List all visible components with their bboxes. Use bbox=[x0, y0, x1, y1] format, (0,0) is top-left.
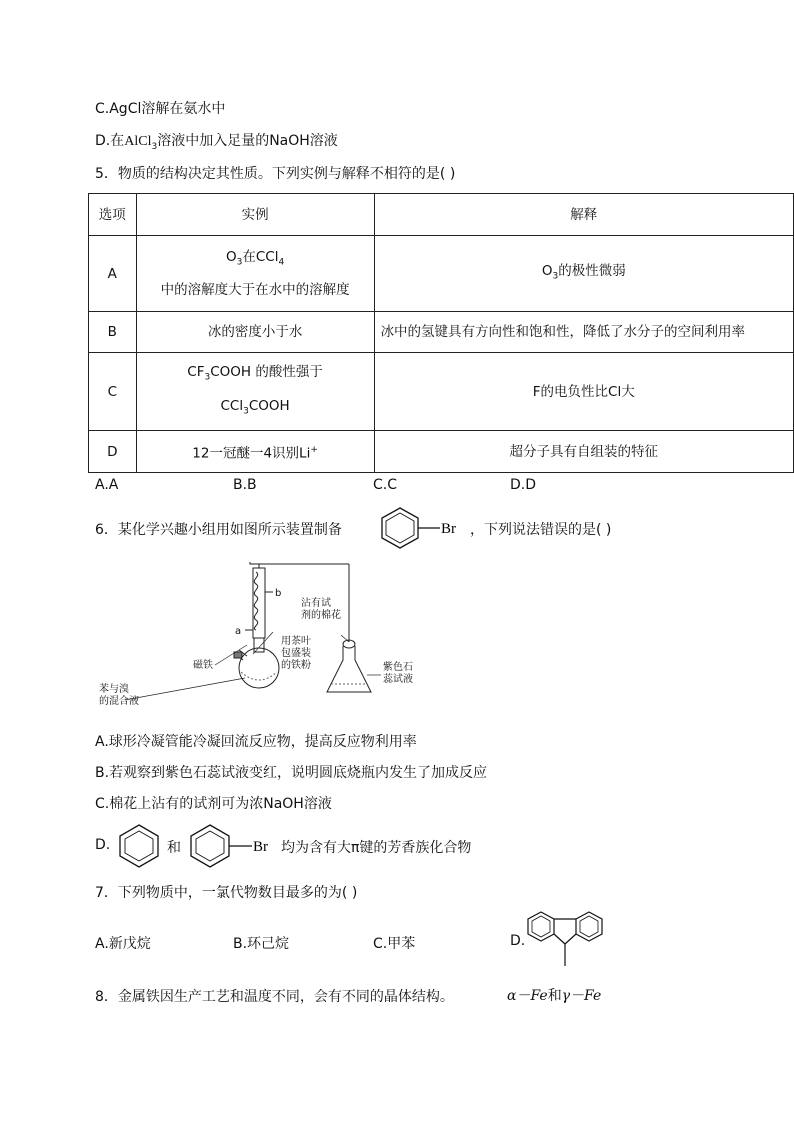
q5-row-d-explanation: 超分子具有自组装的特征 bbox=[374, 431, 793, 473]
q8-alpha-fe: α－Fe bbox=[507, 988, 548, 1004]
q8-gamma-fe: γ－Fe bbox=[561, 988, 602, 1004]
q5-row-d-example bbox=[136, 431, 374, 473]
q5-a-expl-text: 的极性微弱 bbox=[558, 262, 626, 279]
label-tea-3: 的铁粉 bbox=[281, 660, 311, 671]
q5-row-a-example bbox=[136, 236, 374, 312]
label-litmus-1: 紫色石 bbox=[383, 662, 413, 673]
label-mix-2: 的混合液 bbox=[99, 696, 139, 707]
q5-a-ccl4: CCl bbox=[255, 248, 279, 265]
q5-c-ccl3-sub: 3 bbox=[243, 406, 249, 417]
q5-row-d bbox=[89, 431, 794, 473]
q7-stem: 7．下列物质中，一氯代物数目最多的为( ) bbox=[95, 885, 358, 901]
q5-header-example: 实例 bbox=[136, 194, 374, 236]
methylfluorene-structure-icon bbox=[527, 908, 605, 970]
q5-row-c-explanation: F的电负性比Cl大 bbox=[374, 353, 793, 431]
q5-row-a-explanation bbox=[374, 236, 793, 312]
prev-option-d-text-c: 溶液中加入足量的NaOH溶液 bbox=[157, 133, 338, 149]
q5-a-example-line2: 中的溶解度大于在水中的溶解度 bbox=[160, 282, 350, 299]
q5-c-cooh: COOH bbox=[248, 397, 290, 414]
q6-stem-a: 6．某化学兴趣小组用如图所示装置制备 bbox=[95, 522, 342, 538]
q5-a-expl-sub: 3 bbox=[552, 271, 559, 282]
q5-d-li: Li bbox=[299, 445, 311, 462]
q6-stem-br: Br bbox=[441, 521, 456, 537]
q7-choice-b: B.环己烷 bbox=[233, 936, 290, 952]
q5-c-example-line1: COOH 的酸性强于 bbox=[210, 363, 323, 380]
label-b: b bbox=[275, 588, 282, 599]
label-a: a bbox=[235, 626, 242, 637]
q5-a-zai: 在 bbox=[242, 248, 256, 265]
magnet-block bbox=[234, 652, 242, 658]
prev-option-d bbox=[95, 130, 338, 152]
q6-option-d-suffix: 均为含有大π键的芳香族化合物 bbox=[281, 840, 472, 856]
q5-choice-b: B.B bbox=[233, 477, 257, 493]
conical-flask bbox=[327, 646, 371, 692]
q5-choice-d: D.D bbox=[510, 477, 537, 493]
bromobenzene-option-icon bbox=[186, 823, 278, 869]
label-litmus-2: 蕊试液 bbox=[383, 674, 413, 685]
q5-choice-a: A.A bbox=[95, 477, 119, 493]
label-cotton-2: 剂的棉花 bbox=[301, 610, 341, 621]
prev-option-d-sub: 3 bbox=[151, 141, 158, 152]
q5-header-explanation: 解释 bbox=[374, 194, 793, 236]
label-magnet: 磁铁 bbox=[193, 660, 213, 671]
q6-stem-b: ，下列说法错误的是( ) bbox=[470, 522, 612, 538]
q5-choice-c: C.C bbox=[373, 477, 398, 493]
q5-a-o3-sub: 3 bbox=[236, 257, 243, 268]
q8-iron-phases bbox=[507, 985, 601, 1005]
q6-option-a: A.球形冷凝管能冷凝回流反应物，提高反应物利用率 bbox=[95, 734, 417, 750]
benzene-structure-icon bbox=[115, 823, 163, 869]
prev-option-c: C.AgCl溶解在氨水中 bbox=[95, 101, 226, 117]
q5-row-a-option: A bbox=[89, 236, 137, 312]
q6-option-d-and: 和 bbox=[167, 840, 181, 856]
q7-choice-a: A.新戊烷 bbox=[95, 936, 151, 952]
q5-c-cf3: CF bbox=[187, 363, 205, 380]
q5-c-ccl3: CCl bbox=[220, 397, 244, 414]
apparatus-figure bbox=[95, 560, 413, 720]
q6-option-c: C.棉花上沾有的试剂可为浓NaOH溶液 bbox=[95, 796, 332, 812]
q5-d-li-sup: + bbox=[310, 444, 318, 455]
q5-table-header bbox=[89, 194, 794, 236]
q5-row-c-option: C bbox=[89, 353, 137, 431]
q5-c-cf3-sub: 3 bbox=[204, 372, 211, 383]
q5-row-d-option: D bbox=[89, 431, 137, 473]
q5-row-b-example: 冰的密度小于水 bbox=[136, 312, 374, 353]
q5-stem: 5．物质的结构决定其性质。下列实例与解释不相符的是( ) bbox=[95, 166, 456, 182]
q5-row-a bbox=[89, 236, 794, 312]
q5-header-option: 选项 bbox=[89, 194, 137, 236]
q5-a-o3: O bbox=[225, 248, 237, 265]
prev-option-d-text-a: D.在 bbox=[95, 133, 125, 149]
condenser-coil bbox=[254, 572, 257, 630]
label-mix-1: 苯与溴 bbox=[99, 684, 129, 695]
q5-row-b-option: B bbox=[89, 312, 137, 353]
q5-a-ccl4-sub: 4 bbox=[278, 257, 285, 268]
q7-choice-c: C.甲苯 bbox=[373, 936, 416, 952]
label-tea-1: 用茶叶 bbox=[281, 636, 311, 647]
q8-and: 和 bbox=[547, 988, 562, 1004]
q5-a-expl-o: O bbox=[541, 262, 553, 279]
prev-option-d-formula: AlCl bbox=[124, 134, 152, 149]
bromobenzene-structure-icon bbox=[378, 506, 468, 550]
q5-row-b-explanation: 冰中的氢键具有方向性和饱和性，降低了水分子的空间利用率 bbox=[374, 312, 793, 353]
q5-table bbox=[88, 193, 794, 473]
q5-row-c-example bbox=[136, 353, 374, 431]
q6-option-d-prefix: D. bbox=[95, 837, 111, 853]
q6-option-b: B.若观察到紫色石蕊试液变红，说明圆底烧瓶内发生了加成反应 bbox=[95, 765, 488, 781]
q7-choice-d: D. bbox=[510, 933, 526, 949]
q5-row-b bbox=[89, 312, 794, 353]
label-tea-2: 包盛装 bbox=[281, 648, 311, 659]
q5-d-crown: 12一冠醚一4识别 bbox=[192, 445, 300, 462]
q6-option-d-br: Br bbox=[253, 839, 268, 855]
q5-row-c bbox=[89, 353, 794, 431]
label-cotton-1: 沾有试 bbox=[301, 598, 331, 609]
q8-stem: 8．金属铁因生产工艺和温度不同，会有不同的晶体结构。 bbox=[95, 989, 454, 1005]
